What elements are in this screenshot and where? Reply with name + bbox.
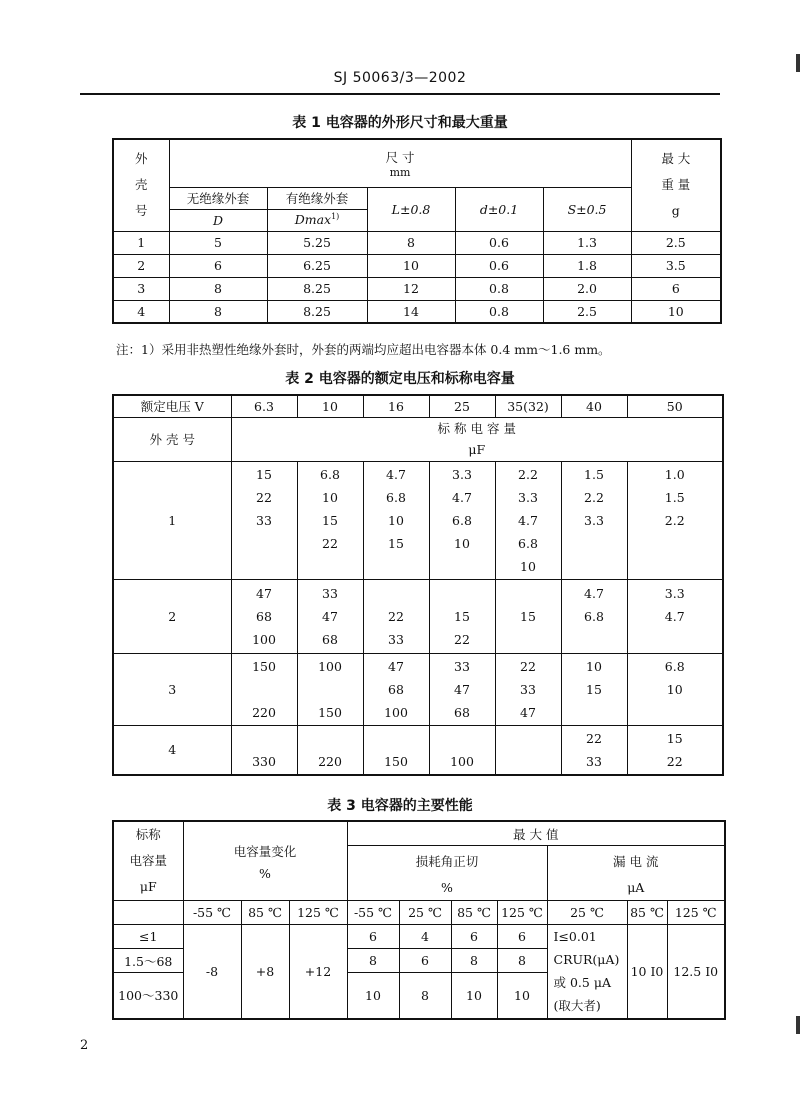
t2-cap-value: 22 [520, 658, 536, 674]
t2-cap-value: 10 [322, 489, 338, 505]
t2-cap-cell [363, 653, 429, 725]
t2-capacitance-header: 标 称 电 容 量 [231, 417, 723, 439]
t2-cap-value: 68 [454, 704, 470, 720]
t2-cap-value: 33 [388, 631, 404, 647]
t1-row [113, 300, 721, 323]
table2-caption: 表 2 电容器的额定电压和标称电容量 [285, 371, 515, 387]
table3-caption: 表 3 电容器的主要性能 [327, 798, 473, 814]
t2-group-row [113, 725, 723, 775]
t2-cap-value: 33 [256, 512, 272, 528]
t2-cap-value: 47 [520, 704, 536, 720]
t2-cap-cell [495, 653, 561, 725]
t2-group-row [113, 653, 723, 725]
t1-cell-D: 8 [169, 277, 267, 300]
t1-cell-S: 1.3 [543, 231, 631, 254]
t3-temp: 125 ℃ [497, 901, 547, 925]
t2-cap-value: 3.3 [452, 466, 472, 482]
t2-voltage: 40 [561, 395, 627, 417]
t1-cell-D: 5 [169, 231, 267, 254]
t2-cap-value: 100 [384, 704, 408, 720]
t2-cap-cell [363, 579, 429, 653]
t2-cap-value: 33 [322, 585, 338, 601]
t2-cap-value: 47 [454, 681, 470, 697]
t3-cap-row: 1.5～68 [113, 949, 183, 973]
t2-cap-cell [561, 653, 627, 725]
t2-cap-value [496, 628, 561, 651]
t2-group-row [113, 579, 723, 653]
t2-cap-cell [495, 461, 561, 579]
t3-tan-value: 10 [347, 973, 399, 1019]
t3-tan-value: 8 [347, 949, 399, 973]
t1-cell-L: 8 [367, 231, 455, 254]
t3-tan-unit: % [347, 876, 547, 901]
t3-temp: 85 ℃ [627, 901, 667, 925]
t3-leak-unit: μA [547, 876, 725, 901]
t2-cap-value: 10 [454, 535, 470, 551]
t2-cap-value [232, 555, 297, 578]
t1-cell-case: 4 [113, 300, 169, 323]
t2-cap-value: 100 [318, 658, 342, 674]
t1-dim-header: 尺 寸 mm [169, 139, 631, 187]
t2-voltage: 6.3 [231, 395, 297, 417]
t1-cell-weight: 10 [631, 300, 721, 323]
t1-S-header: S±0.5 [543, 187, 631, 231]
t2-cap-value [364, 727, 429, 750]
t3-temp: -55 ℃ [183, 901, 241, 925]
t2-cap-cell [429, 461, 495, 579]
t2-cap-value: 22 [322, 535, 338, 551]
t2-cap-value [496, 727, 561, 750]
t1-cell-L: 14 [367, 300, 455, 323]
t2-cap-value: 10 [666, 681, 683, 697]
t2-cap-value: 150 [252, 658, 276, 674]
t1-cell-d: 0.6 [455, 231, 543, 254]
t1-cell-weight: 2.5 [631, 231, 721, 254]
t3-change-value: +12 [289, 925, 347, 1019]
t2-cap-cell [231, 725, 297, 775]
t2-cap-cell [627, 579, 723, 653]
t2-cap-value: 4.7 [584, 585, 604, 601]
t2-cap-value: 6.8 [664, 658, 685, 674]
t2-cap-value [628, 701, 723, 724]
t3-cap-header: 标称 电容量 μF [113, 821, 183, 901]
t2-cap-value: 150 [318, 704, 342, 720]
t2-cap-value: 68 [322, 631, 338, 647]
table1-caption: 表 1 电容器的外形尺寸和最大重量 [292, 115, 508, 131]
t2-cap-cell [231, 461, 297, 579]
t2-cap-value [628, 628, 723, 651]
t2-cap-value: 1.5 [664, 489, 685, 505]
t2-cap-cell [561, 579, 627, 653]
t2-cap-value: 22 [666, 753, 683, 769]
t2-cap-value: 22 [586, 730, 602, 746]
t2-cap-value [628, 532, 723, 555]
t2-cap-cell [297, 725, 363, 775]
t2-cap-value: 6.8 [386, 489, 406, 505]
t2-cap-value: 2.2 [518, 466, 538, 482]
t1-uninsulated-header: 无绝缘外套 [169, 187, 267, 209]
t3-tan-value: 6 [347, 925, 399, 949]
t1-cell-Dmax: 8.25 [267, 300, 367, 323]
t3-temp: 125 ℃ [667, 901, 725, 925]
t1-D-header: D [169, 209, 267, 231]
t1-weight-header: 最 大 重 量 g [631, 139, 721, 231]
t1-case-header: 外 壳 号 [113, 139, 169, 231]
t2-cap-value [298, 678, 363, 701]
t2-cap-value [364, 582, 429, 605]
t2-cap-value: 10 [586, 658, 602, 674]
t2-cap-cell [231, 579, 297, 653]
t2-cap-value [364, 555, 429, 578]
t3-temp: 125 ℃ [289, 901, 347, 925]
t1-cell-weight: 3.5 [631, 254, 721, 277]
t2-cap-value: 33 [586, 753, 602, 769]
t2-cap-value: 150 [384, 753, 408, 769]
t2-cap-value: 22 [454, 631, 470, 647]
t1-L-header: L±0.8 [367, 187, 455, 231]
t2-cap-value: 10 [520, 558, 536, 574]
t1-cell-S: 1.8 [543, 254, 631, 277]
t3-leak-85: 10 I0 [627, 925, 667, 1019]
t3-tan-value: 6 [451, 925, 497, 949]
t2-cap-value: 2.2 [584, 489, 604, 505]
t2-group-row [113, 461, 723, 579]
t2-cap-value: 68 [388, 681, 404, 697]
t3-cap-row: 100～330 [113, 973, 183, 1019]
t2-cap-value [562, 628, 627, 651]
t1-cell-d: 0.6 [455, 254, 543, 277]
t2-cap-value: 100 [252, 631, 276, 647]
t3-temp: 25 ℃ [399, 901, 451, 925]
t2-cap-value: 6.8 [584, 608, 604, 624]
t1-cell-case: 2 [113, 254, 169, 277]
t2-cap-value [496, 582, 561, 605]
t1-d-header: d±0.1 [455, 187, 543, 231]
t2-cap-value [298, 727, 363, 750]
t2-cap-value [298, 555, 363, 578]
t2-cap-cell [297, 461, 363, 579]
t2-cap-value [430, 555, 495, 578]
t3-tan-value: 6 [399, 949, 451, 973]
page-number: 2 [80, 1038, 89, 1053]
t2-cap-value: 15 [666, 730, 683, 746]
t2-cap-value: 22 [256, 489, 272, 505]
t1-cell-d: 0.8 [455, 300, 543, 323]
t3-temp: 85 ℃ [241, 901, 289, 925]
t2-cap-value: 15 [586, 681, 602, 697]
t2-case: 4 [113, 725, 231, 775]
t2-cap-value: 47 [256, 585, 272, 601]
t1-row [113, 277, 721, 300]
t2-cap-cell [231, 653, 297, 725]
t2-cap-value: 47 [322, 608, 338, 624]
t2-cap-cell [363, 461, 429, 579]
t2-cap-value: 33 [520, 681, 536, 697]
t2-cap-value: 3.3 [664, 585, 685, 601]
t1-cell-case: 3 [113, 277, 169, 300]
header-rule [80, 93, 720, 95]
t2-cap-value [562, 555, 627, 578]
t2-cap-value: 3.3 [518, 489, 538, 505]
t2-cap-cell [429, 725, 495, 775]
t2-cap-value: 22 [388, 608, 404, 624]
t1-cell-S: 2.0 [543, 277, 631, 300]
t3-temp: 25 ℃ [547, 901, 627, 925]
t2-cap-value: 220 [318, 753, 342, 769]
t1-cell-weight: 6 [631, 277, 721, 300]
t2-cap-value: 100 [450, 753, 474, 769]
t2-cap-value [496, 750, 561, 773]
t3-change-value: -8 [183, 925, 241, 1019]
t2-cap-value: 1.0 [664, 466, 685, 482]
t2-unit: μF [231, 439, 723, 461]
t3-cap-row: ≤1 [113, 925, 183, 949]
t2-case: 1 [113, 461, 231, 579]
t3-tan-value: 8 [451, 949, 497, 973]
t2-cap-value: 15 [454, 608, 470, 624]
t3-change-value: +8 [241, 925, 289, 1019]
t2-cap-cell [429, 579, 495, 653]
t2-cap-cell [363, 725, 429, 775]
t1-cell-D: 6 [169, 254, 267, 277]
t3-tan-value: 6 [497, 925, 547, 949]
t2-cap-cell [561, 725, 627, 775]
t2-cap-cell [495, 725, 561, 775]
t2-cap-value: 4.7 [664, 608, 685, 624]
table1-note: 注：1）采用非热塑性绝缘外套时，外套的两端均应超出电容器本体 0.4 mm～1.6 mm。 [116, 342, 611, 357]
t2-cap-value [628, 555, 723, 578]
t2-cap-value [562, 532, 627, 555]
t3-leak-header: 漏 电 流 [547, 846, 725, 876]
t2-cap-value: 6.8 [518, 535, 538, 551]
t2-voltage: 10 [297, 395, 363, 417]
t1-cell-Dmax: 6.25 [267, 254, 367, 277]
t1-cell-L: 10 [367, 254, 455, 277]
t2-cap-cell [561, 461, 627, 579]
t2-cap-cell [429, 653, 495, 725]
t1-row [113, 231, 721, 254]
t2-cap-cell [495, 579, 561, 653]
t2-voltage-header: 额定电压 V [113, 395, 231, 417]
t2-cap-value: 10 [388, 512, 404, 528]
t2-cap-value: 330 [252, 753, 276, 769]
t3-tan-value: 10 [497, 973, 547, 1019]
t3-leak-125: 12.5 I0 [667, 925, 725, 1019]
t2-cap-cell [627, 461, 723, 579]
t3-leak-25: I≤0.01 CRUR(μA) 或 0.5 μA (取大者) [547, 925, 627, 1019]
t1-cell-L: 12 [367, 277, 455, 300]
binding-mark [796, 1016, 800, 1034]
t1-Dmax-header: Dmax$^{1)}$ [267, 209, 367, 231]
t1-cell-d: 0.8 [455, 277, 543, 300]
t2-cap-value [562, 701, 627, 724]
binding-mark [796, 54, 800, 72]
t2-cap-value: 68 [256, 608, 272, 624]
t2-cap-value: 220 [252, 704, 276, 720]
t2-cap-value [430, 727, 495, 750]
t2-cap-value: 15 [520, 608, 536, 624]
t2-cap-value: 47 [388, 658, 404, 674]
t2-cap-cell [627, 653, 723, 725]
t3-tan-value: 4 [399, 925, 451, 949]
t2-case-header: 外 壳 号 [113, 417, 231, 461]
t2-cap-value: 33 [454, 658, 470, 674]
table1 [112, 138, 722, 324]
t1-cell-case: 1 [113, 231, 169, 254]
t1-cell-S: 2.5 [543, 300, 631, 323]
t2-cap-value: 4.7 [452, 489, 472, 505]
t2-cap-value: 2.2 [664, 512, 685, 528]
t2-cap-value: 15 [256, 466, 272, 482]
t2-cap-cell [297, 579, 363, 653]
t3-tan-value: 10 [451, 973, 497, 1019]
t2-cap-cell [297, 653, 363, 725]
t2-cap-value: 6.8 [320, 466, 340, 482]
t2-case: 2 [113, 579, 231, 653]
t2-voltage: 16 [363, 395, 429, 417]
t2-cap-value: 3.3 [584, 512, 604, 528]
t3-tan-header: 损耗角正切 [347, 846, 547, 876]
t2-cap-value: 4.7 [518, 512, 538, 528]
t1-insulated-header: 有绝缘外套 [267, 187, 367, 209]
t2-cap-cell [627, 725, 723, 775]
t2-cap-value [232, 532, 297, 555]
t2-cap-value: 15 [322, 512, 338, 528]
t2-cap-value: 1.5 [584, 466, 604, 482]
t2-voltage: 35(32) [495, 395, 561, 417]
t3-tan-value: 8 [399, 973, 451, 1019]
t1-cell-Dmax: 5.25 [267, 231, 367, 254]
standard-number: SJ 50063/3—2002 [333, 70, 467, 86]
t1-row [113, 254, 721, 277]
t2-case: 3 [113, 653, 231, 725]
t2-cap-value [232, 727, 297, 750]
t2-voltage: 25 [429, 395, 495, 417]
t2-cap-value: 6.8 [452, 512, 472, 528]
t1-cell-D: 8 [169, 300, 267, 323]
table3 [112, 820, 726, 1020]
t2-cap-value [430, 582, 495, 605]
t2-cap-value [232, 678, 297, 701]
t2-voltage: 50 [627, 395, 723, 417]
table2 [112, 394, 724, 776]
t3-temp: -55 ℃ [347, 901, 399, 925]
t3-temp: 85 ℃ [451, 901, 497, 925]
t3-change-header: 电容量变化 % [183, 821, 347, 901]
t2-cap-value: 15 [388, 535, 404, 551]
t2-cap-value: 4.7 [386, 466, 406, 482]
t1-cell-Dmax: 8.25 [267, 277, 367, 300]
t3-max-header: 最 大 值 [347, 821, 725, 846]
t3-tan-value: 8 [497, 949, 547, 973]
